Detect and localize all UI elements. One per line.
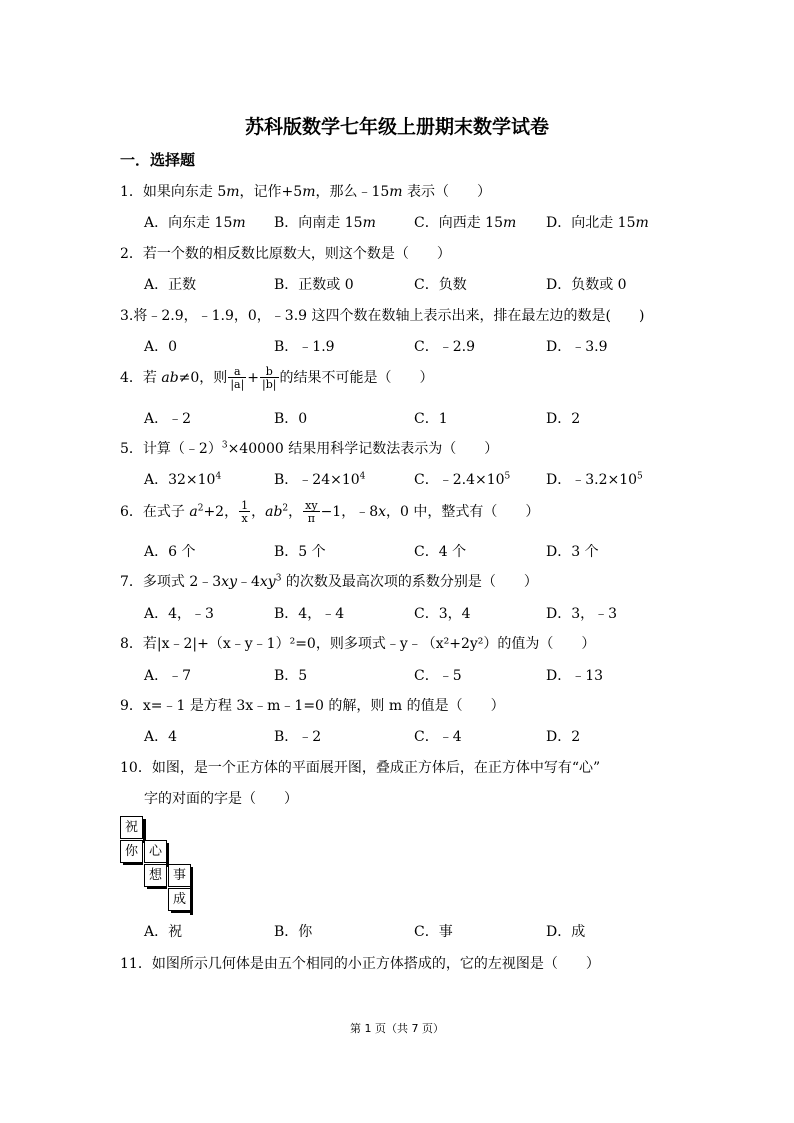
- option-a: A．向东走 15m: [144, 215, 246, 231]
- cube-net-figure: [120, 816, 196, 912]
- option-d: D．3，﹣3: [546, 606, 618, 622]
- option-a: A．祝: [144, 924, 183, 940]
- net-cell-ni: 你: [120, 840, 143, 863]
- option-c: C．4 个: [414, 544, 467, 560]
- net-cell-zhu: 祝: [120, 816, 143, 839]
- question-10-stem-line2: 字的对面的字是（ ）: [144, 791, 298, 807]
- section-heading: 一．选择题: [120, 151, 196, 169]
- option-b: B．4，﹣4: [274, 606, 345, 622]
- option-d: D．3 个: [546, 544, 599, 560]
- option-d: D．向北走 15m: [546, 215, 649, 231]
- question-4-options: [144, 408, 704, 428]
- option-c: C．1: [414, 411, 448, 427]
- question-7-stem: 7．多项式 $2﹣3xy﹣4xy^3$ 的次数及最高次项的系数分别是（ ）: [120, 573, 538, 590]
- option-b: B．﹣2: [274, 729, 322, 745]
- page-footer: 第 1 页（共 7 页）: [350, 1022, 444, 1035]
- net-cell-xiang: 想: [144, 864, 167, 887]
- question-9-stem: 9．x=﹣1 是方程 3x﹣m﹣1=0 的解，则 m 的值是（ ）: [120, 698, 505, 714]
- option-a: A．0: [144, 339, 178, 355]
- option-d: D．2: [546, 729, 581, 745]
- option-c: C．向西走 15m: [414, 215, 517, 231]
- question-6-stem: 6．在式子 $a^2+2$， $\frac{1}{x}$ ，$ab^2$， $\frac{xy}{\pi}$ −1，﹣8x，0 中，整式有（ ）: [120, 499, 540, 525]
- question-1-stem: 1．如果向东走 5m，记作+5m，那么﹣15m 表示（ ）: [120, 184, 492, 200]
- option-c: C．$﹣2.4\times 10^5$: [414, 471, 511, 488]
- fraction-1-over-x: $\frac{1}{x}$: [241, 499, 249, 525]
- question-7-options: [144, 603, 704, 623]
- option-b: B．﹣1.9: [274, 339, 335, 355]
- option-d: D．﹣13: [546, 668, 604, 684]
- option-a: A．4: [144, 729, 178, 745]
- option-b: B．你: [274, 924, 313, 940]
- option-d: D．﹣3.9: [546, 339, 608, 355]
- option-c: C．事: [414, 924, 453, 940]
- option-c: C．﹣4: [414, 729, 462, 745]
- question-6-options: [144, 541, 704, 561]
- option-b: B．向南走 15m: [274, 215, 376, 231]
- question-4-stem: 4．若 ab≠0，则 $\frac{a}{|a|}$ + $\frac{b}{|b|}$ 的结果不可能是（ ）: [120, 365, 434, 391]
- option-c: C．﹣2.9: [414, 339, 475, 355]
- option-c: C．3，4: [414, 606, 471, 622]
- question-10-stem-line1: 10．如图，是一个正方体的平面展开图，叠成正方体后，在正方体中写有“心”: [120, 760, 601, 776]
- option-b: B．5 个: [274, 544, 326, 560]
- option-b: B．0: [274, 411, 308, 427]
- question-3-stem: 3.将﹣2.9，﹣1.9，0，﹣3.9 这四个数在数轴上表示出来，排在最左边的数是( ): [120, 308, 645, 324]
- question-10-options: [144, 921, 704, 941]
- question-8-stem: 8．若|x﹣2|+（x﹣y﹣1）²=0，则多项式﹣y﹣（x²+2y²）的值为（ ）: [120, 636, 596, 652]
- fraction-xy-over-pi: $\frac{xy}{\pi}$: [305, 499, 318, 525]
- option-b: B．5: [274, 668, 308, 684]
- option-a: A．﹣7: [144, 668, 192, 684]
- question-5-options: [144, 469, 704, 489]
- net-cell-xin: 心: [144, 840, 167, 863]
- question-5-stem: 5．计算（﹣2）$^3$×40000 结果用科学记数法表示为（ ）: [120, 440, 499, 457]
- option-b: B．$﹣24\times 10^4$: [274, 471, 366, 488]
- question-9-options: [144, 726, 704, 746]
- question-1-options: [144, 212, 704, 232]
- page-title: 苏科版数学七年级上册期末数学试卷: [244, 116, 549, 138]
- question-8-options: [144, 665, 704, 685]
- option-a: A．正数: [144, 277, 197, 293]
- option-a: A．$32\times 10^4$: [144, 471, 222, 488]
- option-d: D．$﹣3.2\times 10^5$: [546, 471, 643, 488]
- option-a: A．﹣2: [144, 411, 192, 427]
- net-cell-shi: 事: [168, 864, 191, 887]
- question-11-stem: 11．如图所示几何体是由五个相同的小正方体搭成的，它的左视图是（ ）: [120, 956, 600, 972]
- option-d: D．负数或 0: [546, 277, 627, 293]
- option-a: A．4，﹣3: [144, 606, 214, 622]
- question-3-options: [144, 336, 704, 356]
- option-d: D．2: [546, 411, 581, 427]
- question-2-stem: 2．若一个数的相反数比原数大，则这个数是（ ）: [120, 246, 451, 262]
- option-b: B．正数或 0: [274, 277, 354, 293]
- option-c: C．﹣5: [414, 668, 462, 684]
- net-cell-cheng: 成: [168, 888, 191, 911]
- fraction-a-over-abs-a: $\frac{a}{|a|}$: [230, 365, 245, 391]
- question-2-options: [144, 274, 704, 294]
- option-a: A．6 个: [144, 544, 196, 560]
- fraction-b-over-abs-b: $\frac{b}{|b|}$: [262, 365, 277, 391]
- option-d: D．成: [546, 924, 586, 940]
- option-c: C．负数: [414, 277, 467, 293]
